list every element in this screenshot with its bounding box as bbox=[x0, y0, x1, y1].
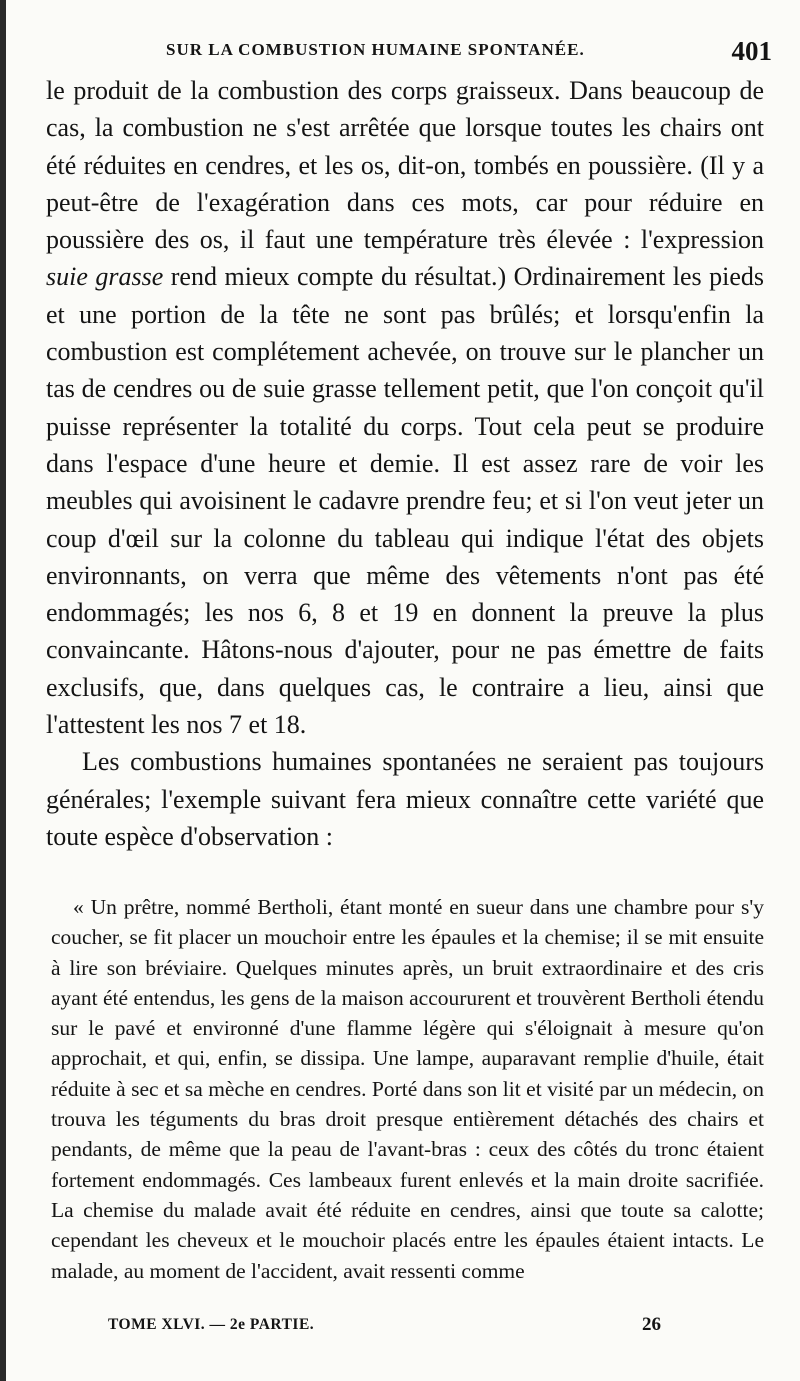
running-head bbox=[6, 36, 800, 76]
page-number: 401 bbox=[731, 36, 772, 66]
running-title: SUR LA COMBUSTION HUMAINE SPONTANÉE. bbox=[166, 40, 585, 59]
paragraph-1-text: le produit de la combustion des corps graisseux. Dans beaucoup de cas, la combustion ne s'est arrêtée que lorsque toutes les chairs ont été réduites en cendres, et les os, dit-on, tombés en poussière. (Il y a peut-être de l'exagération dans ces mots, car pour réduire en poussière des os, il faut une température très élevée : l'expression bbox=[46, 76, 764, 255]
paragraph-1-continuation: rend mieux compte du résultat.) Ordinairement les pieds et une portion de la tête ne sont pas brûlés; et lorsqu'enfin la combustion est complétement achevée, on trouve sur le plancher un tas de cendres ou de suie grasse tellement petit, que l'on conçoit qu'il puisse représenter la totalité du corps. Tout cela peut se produire dans l'espace d'une heure et demie. Il est assez rare de voir les meubles qui avoisinent le cadavre prendre feu; et si l'on veut jeter un coup d'œil sur la colonne du tableau qui indique l'état des objets environnants, on verra que même des vêtements n'ont pas été endommagés; les nos 6, 8 et 19 en donnent la preuve la plus convaincante. Hâtons-nous d'ajouter, pour ne pas émettre de faits exclusifs, que, dans quelques cas, le contraire a lieu, ainsi que l'attestent les nos 7 et 18. bbox=[46, 262, 764, 740]
signature-mark: TOME XLVI. — 2e PARTIE. bbox=[108, 1316, 315, 1333]
paragraph-1 bbox=[46, 72, 764, 743]
quoted-observation: « Un prêtre, nommé Bertholi, étant monté en sueur dans une chambre pour s'y coucher, se fit placer un mouchoir entre les épaules et la chemise; il se mit ensuite à lire son bréviaire. Quelques minutes après, un bruit extraordinaire et des cris ayant été entendus, les gens de la maison accoururent et trouvèrent Bertholi étendu sur le pavé et environné d'une flamme légère qui s'éloignait à mesure qu'on approchait, et qui, enfin, se dissipa. Une lampe, auparavant remplie d'huile, était réduite à sec et sa mèche en cendres. Porté dans son lit et visité par un médecin, on trouva les téguments du bras droit presque entièrement détachés des chairs et pendants, de même que la peau de l'avant-bras : ceux des côtés du tronc étaient fortement endommagés. Ces lambeaux furent enlevés et la main droite sacrifiée. La chemise du malade avait été réduite en cendres, ainsi que toute sa calotte; cependant les cheveux et le mouchoir placés entre les épaules étaient intacts. Le malade, au moment de l'accident, avait ressenti comme bbox=[51, 895, 764, 1283]
footer bbox=[6, 1316, 800, 1346]
paragraph-2: Les combustions humaines spontanées ne seraient pas toujours générales; l'exemple suivant fera mieux connaître cette variété que toute espèce d'observation : bbox=[46, 747, 764, 851]
main-text bbox=[46, 72, 764, 855]
paragraph-1-italic: suie grasse bbox=[46, 262, 164, 292]
signature-number: 26 bbox=[642, 1314, 661, 1335]
